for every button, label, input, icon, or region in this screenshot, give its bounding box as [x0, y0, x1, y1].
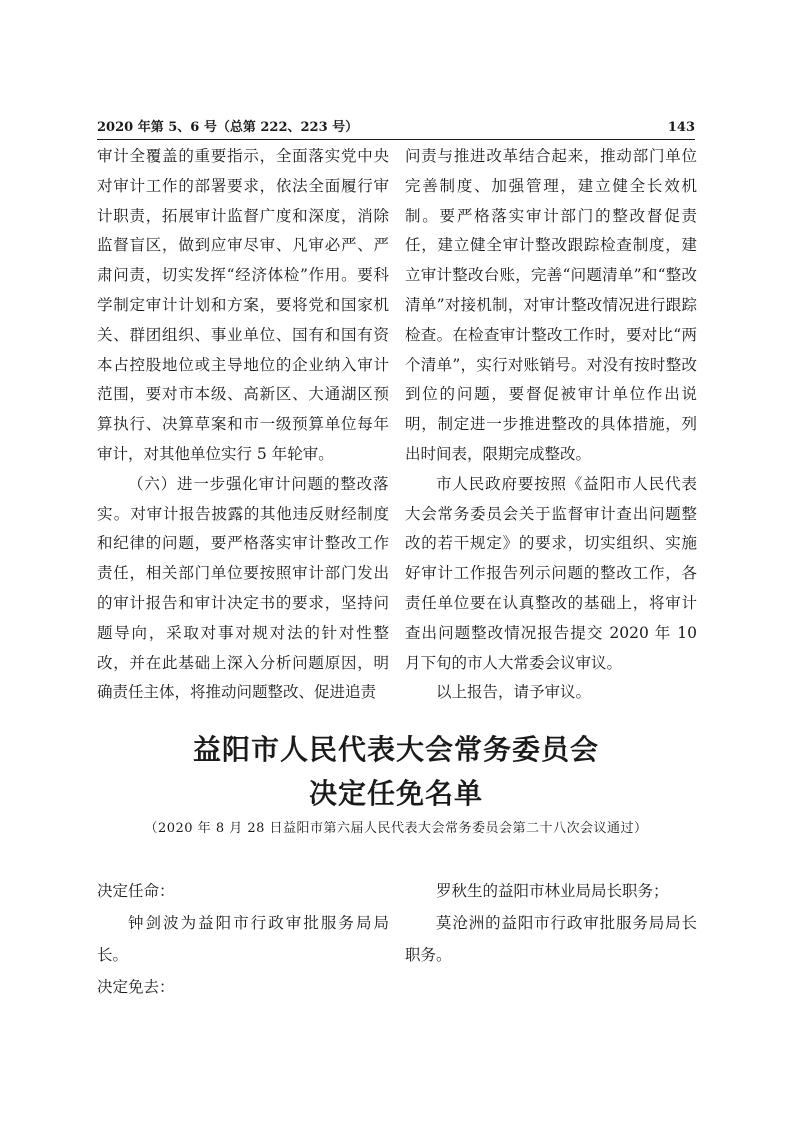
report-paragraph: 审计全覆盖的重要指示，全面落实党中央对审计工作的部署要求，依法全面履行审计职责，拓展审计监督广度和深度，消除监督盲区，做到应审尽审、凡审必严、严肃问责，切实发挥“经济体检”作用。要科学制定审计计划和方案，要将党和国家机关、群团组织、事业单位、国有和国有资本占控股地位或主导地位的企业纳入审计范围，要对市本级、高新区、大通湖区预算执行、决算草案和市一级预算单位每年审计，对其他单位实行 5 年轮审。 [97, 147, 389, 463]
report-right-column [405, 142, 697, 708]
appoint-label: 决定任命： [97, 882, 175, 900]
decision-subtitle: （2020 年 8 月 28 日益阳市第六届人民代表大会常务委员会第二十八次会议通过） [144, 821, 648, 836]
remove-item: 莫沧洲的益阳市行政审批服务局局长职务。 [405, 914, 697, 964]
remove-label: 决定免去： [97, 978, 175, 996]
section-6-body: 对审计报告披露的其他违反财经制度和纪律的问题，要严格落实审计整改工作责任，相关部门单位要按照审计部门发出的审计报告和审计决定书的要求，坚持问题导向，采取对事对规对法的针对性整改，并在此基础上深入分析问题原因，明确责任主体，将推动问题整改、促进追责 [97, 504, 389, 702]
section-6-paragraph [97, 470, 389, 708]
running-header [97, 118, 695, 138]
appointments-left-column [97, 875, 389, 1003]
section-6-heading: （六）进一步强化审计问题的整改落实。 [97, 474, 389, 523]
remove-item: 罗秋生的益阳市林业局局长职务； [436, 882, 669, 900]
report-paragraph: 市人民政府要按照《益阳市人民代表大会常务委员会关于监督审计查出问题整改的若干规定》的要求，切实组织、实施好审计工作报告列示问题的整改工作，各责任单位要在认真整改的基础上，将审计查出问题整改情况报告提交 2020 年 10 月下旬的市人大常委会议审议。 [405, 474, 697, 672]
appoint-item: 钟剑波为益阳市行政审批服务局局长。 [97, 914, 389, 964]
report-paragraph: 问责与推进改革结合起来，推动部门单位完善制度、加强管理，建立健全长效机制。要严格落实审计部门的整改督促责任，建立健全审计整改跟踪检查制度，建立审计整改台账，完善“问题清单”和“整改清单”对接机制，对审计整改情况进行跟踪检查。在检查审计整改工作时，要对比“两个清单”，实行对账销号。对没有按时整改到位的问题，要督促被审计单位作出说明，制定进一步推进整改的具体措施，列出时间表，限期完成整改。 [405, 147, 697, 463]
appointments-right-column [405, 875, 697, 971]
page-number: 143 [667, 120, 695, 135]
header-rule [97, 139, 695, 140]
decision-title-line-2: 决定任免名单 [308, 777, 483, 810]
decision-title [97, 728, 695, 816]
journal-issue: 2020 年第 5、6 号（总第 222、223 号） [97, 120, 359, 135]
report-left-column [97, 142, 389, 708]
decision-title-line-1: 益阳市人民代表大会常务委员会 [192, 733, 599, 766]
report-closing: 以上报告，请予审议。 [436, 683, 592, 702]
